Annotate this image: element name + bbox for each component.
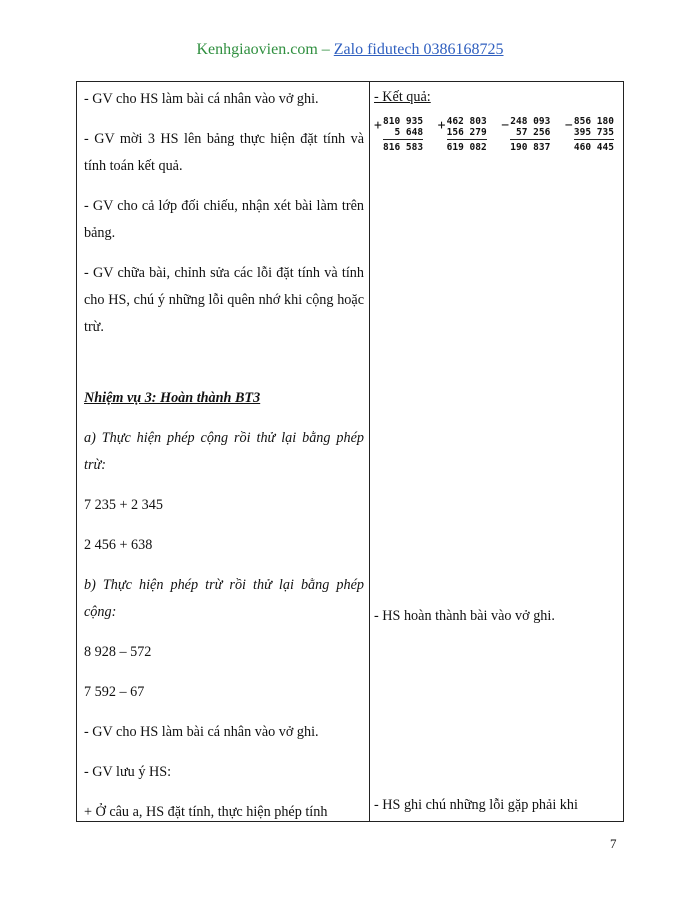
- calc-result: 619 082: [447, 139, 487, 153]
- exercise-b2: 7 592 – 67: [84, 684, 145, 700]
- operator-sign: +: [437, 118, 446, 133]
- instruction-2: - GV mời 3 HS lên bảng thực hiện đặt tính và tính toán kết quả.: [84, 131, 364, 174]
- exercise-a1: 7 235 + 2 345: [84, 497, 163, 513]
- instruction-1: - GV cho HS làm bài cá nhân vào vở ghi.: [84, 91, 319, 107]
- calc-result: 460 445: [574, 139, 614, 153]
- calculation-4: [565, 116, 614, 153]
- student-note-2: - HS ghi chú những lỗi gặp phải khi: [374, 797, 578, 813]
- column-divider: [369, 82, 370, 821]
- instruction-5: - GV cho HS làm bài cá nhân vào vở ghi.: [84, 724, 319, 740]
- operator-sign: −: [564, 118, 573, 133]
- lesson-table: [76, 81, 624, 822]
- operand-top: 462 803: [446, 116, 487, 127]
- calculation-group: [374, 116, 620, 153]
- contact-link[interactable]: Zalo fidutech 0386168725: [333, 41, 504, 58]
- task-title: Nhiệm vụ 3: Hoàn thành BT3: [84, 390, 261, 406]
- operand-bottom: 156 279: [446, 127, 487, 138]
- operand-bottom: 5 648: [394, 127, 424, 138]
- operand-bottom: 395 735: [573, 127, 614, 138]
- calculation-3: [501, 116, 550, 153]
- operand-top: 856 180: [573, 116, 614, 127]
- operator-sign: −: [501, 118, 510, 133]
- header-separator: –: [317, 41, 334, 58]
- page-number: 7: [610, 836, 617, 851]
- operand-bottom: 57 256: [516, 127, 551, 138]
- instruction-4: - GV chữa bài, chỉnh sửa các lỗi đặt tính và tính cho HS, chú ý những lỗi quên nhớ khi cộng hoặc trừ.: [84, 265, 364, 335]
- calculation-1: [374, 116, 423, 153]
- calc-result: 816 583: [383, 139, 423, 153]
- result-title: - Kết quả:: [374, 89, 431, 105]
- part-b-label: b) Thực hiện phép trừ rồi thử lại bằng phép cộng:: [84, 577, 364, 620]
- teacher-activity-column: [84, 86, 364, 839]
- student-activity-column: [374, 86, 620, 821]
- operand-top: 248 093: [510, 116, 551, 127]
- operator-sign: +: [374, 118, 382, 133]
- instruction-7: + Ở câu a, HS đặt tính, thực hiện phép tính: [84, 804, 328, 820]
- exercise-a2: 2 456 + 638: [84, 537, 153, 553]
- instruction-6: - GV lưu ý HS:: [84, 764, 172, 780]
- calc-result: 190 837: [510, 139, 550, 153]
- operand-top: 810 935: [383, 116, 424, 127]
- exercise-b1: 8 928 – 572: [84, 644, 152, 660]
- site-name: Kenhgiaovien.com: [196, 41, 318, 58]
- student-note-1: - HS hoàn thành bài vào vở ghi.: [374, 608, 555, 624]
- page-header: [0, 41, 700, 59]
- instruction-3: - GV cho cả lớp đối chiếu, nhận xét bài làm trên bảng.: [84, 198, 364, 241]
- part-a-label: a) Thực hiện phép cộng rồi thử lại bằng phép trừ:: [84, 430, 364, 473]
- calculation-2: [438, 116, 487, 153]
